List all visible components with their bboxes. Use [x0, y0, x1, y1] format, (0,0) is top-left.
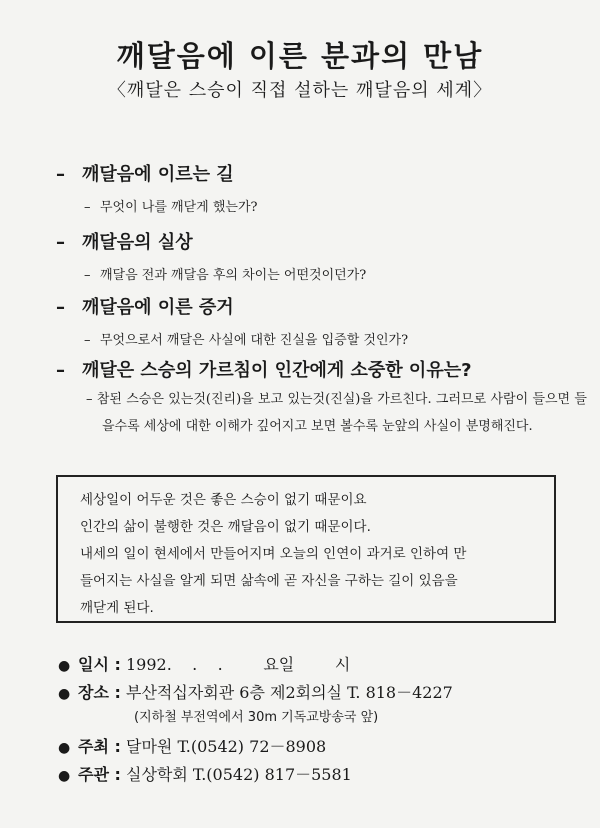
info-label: 장소 :	[78, 683, 121, 702]
section-subtext	[56, 264, 576, 283]
bullet-icon: ●	[58, 658, 71, 674]
info-date	[58, 652, 350, 675]
dash-mark: –	[56, 297, 65, 318]
info-value: 1992. . . 요일 시	[125, 655, 351, 674]
section-subtext-text: 깨달음 전과 깨달음 후의 차이는 어떤것이던가?	[100, 268, 367, 283]
section-heading	[56, 228, 576, 254]
section-heading-text: 깨달음의 실상	[82, 232, 193, 253]
dash-mark: –	[56, 360, 65, 381]
info-place	[58, 680, 453, 703]
info-label: 주관 :	[78, 765, 121, 784]
info-value: 부산적십자회관 6층 제2회의실 T. 818－4227	[125, 683, 453, 702]
info-place-note: (지하철 부전역에서 30m 기독교방송국 앞)	[134, 710, 379, 725]
quote-line: 세상일이 어두운 것은 좋은 스승이 없기 때문이요	[80, 492, 367, 508]
page-title: 깨달음에 이른 분과의 만남	[116, 39, 484, 73]
section-subtext	[56, 329, 576, 348]
dash-mark: –	[56, 232, 65, 253]
section-heading	[56, 293, 576, 319]
section-heading	[56, 356, 576, 382]
quote-line: 들어지는 사실을 알게 되면 삶속에 곧 자신을 구하는 길이 있음을	[80, 573, 458, 589]
section-teaching	[56, 356, 587, 440]
dash-mark: –	[84, 268, 91, 283]
section-reality	[56, 228, 576, 283]
dash-mark: –	[84, 200, 91, 215]
section-heading-text: 깨달은 스승의 가르침이 인간에게 소중한 이유는?	[82, 360, 472, 381]
info-value: 달마원 T.(0542) 72－8908	[125, 737, 327, 756]
section-path	[56, 160, 576, 215]
info-organizer	[58, 762, 352, 785]
section-body	[86, 386, 587, 440]
section-subtext-text: 무엇으로서 깨달은 사실에 대한 진실을 입증할 것인가?	[100, 333, 409, 348]
info-value: 실상학회 T.(0542) 817－5581	[125, 765, 352, 784]
section-heading	[56, 160, 576, 186]
quote-line: 내세의 일이 현세에서 만들어지며 오늘의 인연이 과거로 인하여 만	[80, 546, 467, 562]
quote-box	[56, 475, 556, 623]
section-subtext	[56, 196, 576, 215]
section-heading-text: 깨달음에 이르는 길	[82, 164, 234, 185]
info-label: 일시 :	[78, 655, 121, 674]
bullet-icon: ●	[58, 686, 71, 702]
bullet-icon: ●	[58, 768, 71, 784]
bullet-icon: ●	[58, 740, 71, 756]
section-subtext-text: 무엇이 나를 깨닫게 했는가?	[100, 200, 258, 215]
info-host	[58, 734, 326, 757]
quote-line: 인간의 삶이 불행한 것은 깨달음이 없기 때문이다.	[80, 519, 371, 535]
section-body-text: 참된 스승은 있는것(진리)을 보고 있는것(진실)을 가르친다. 그러므로 사람이 들으면 들을수록 세상에 대한 이해가 깊어지고 보면 볼수록 눈앞의 사실이 분명해진다.	[96, 392, 587, 434]
section-evidence	[56, 293, 576, 348]
page-subtitle: 〈깨달은 스승이 직접 설하는 깨달음의 세계〉	[107, 80, 493, 101]
dash-mark: –	[86, 392, 93, 407]
dash-mark: –	[84, 333, 91, 348]
quote-line: 깨닫게 된다.	[80, 600, 154, 616]
info-label: 주최 :	[78, 737, 121, 756]
section-heading-text: 깨달음에 이른 증거	[82, 297, 234, 318]
dash-mark: –	[56, 164, 65, 185]
